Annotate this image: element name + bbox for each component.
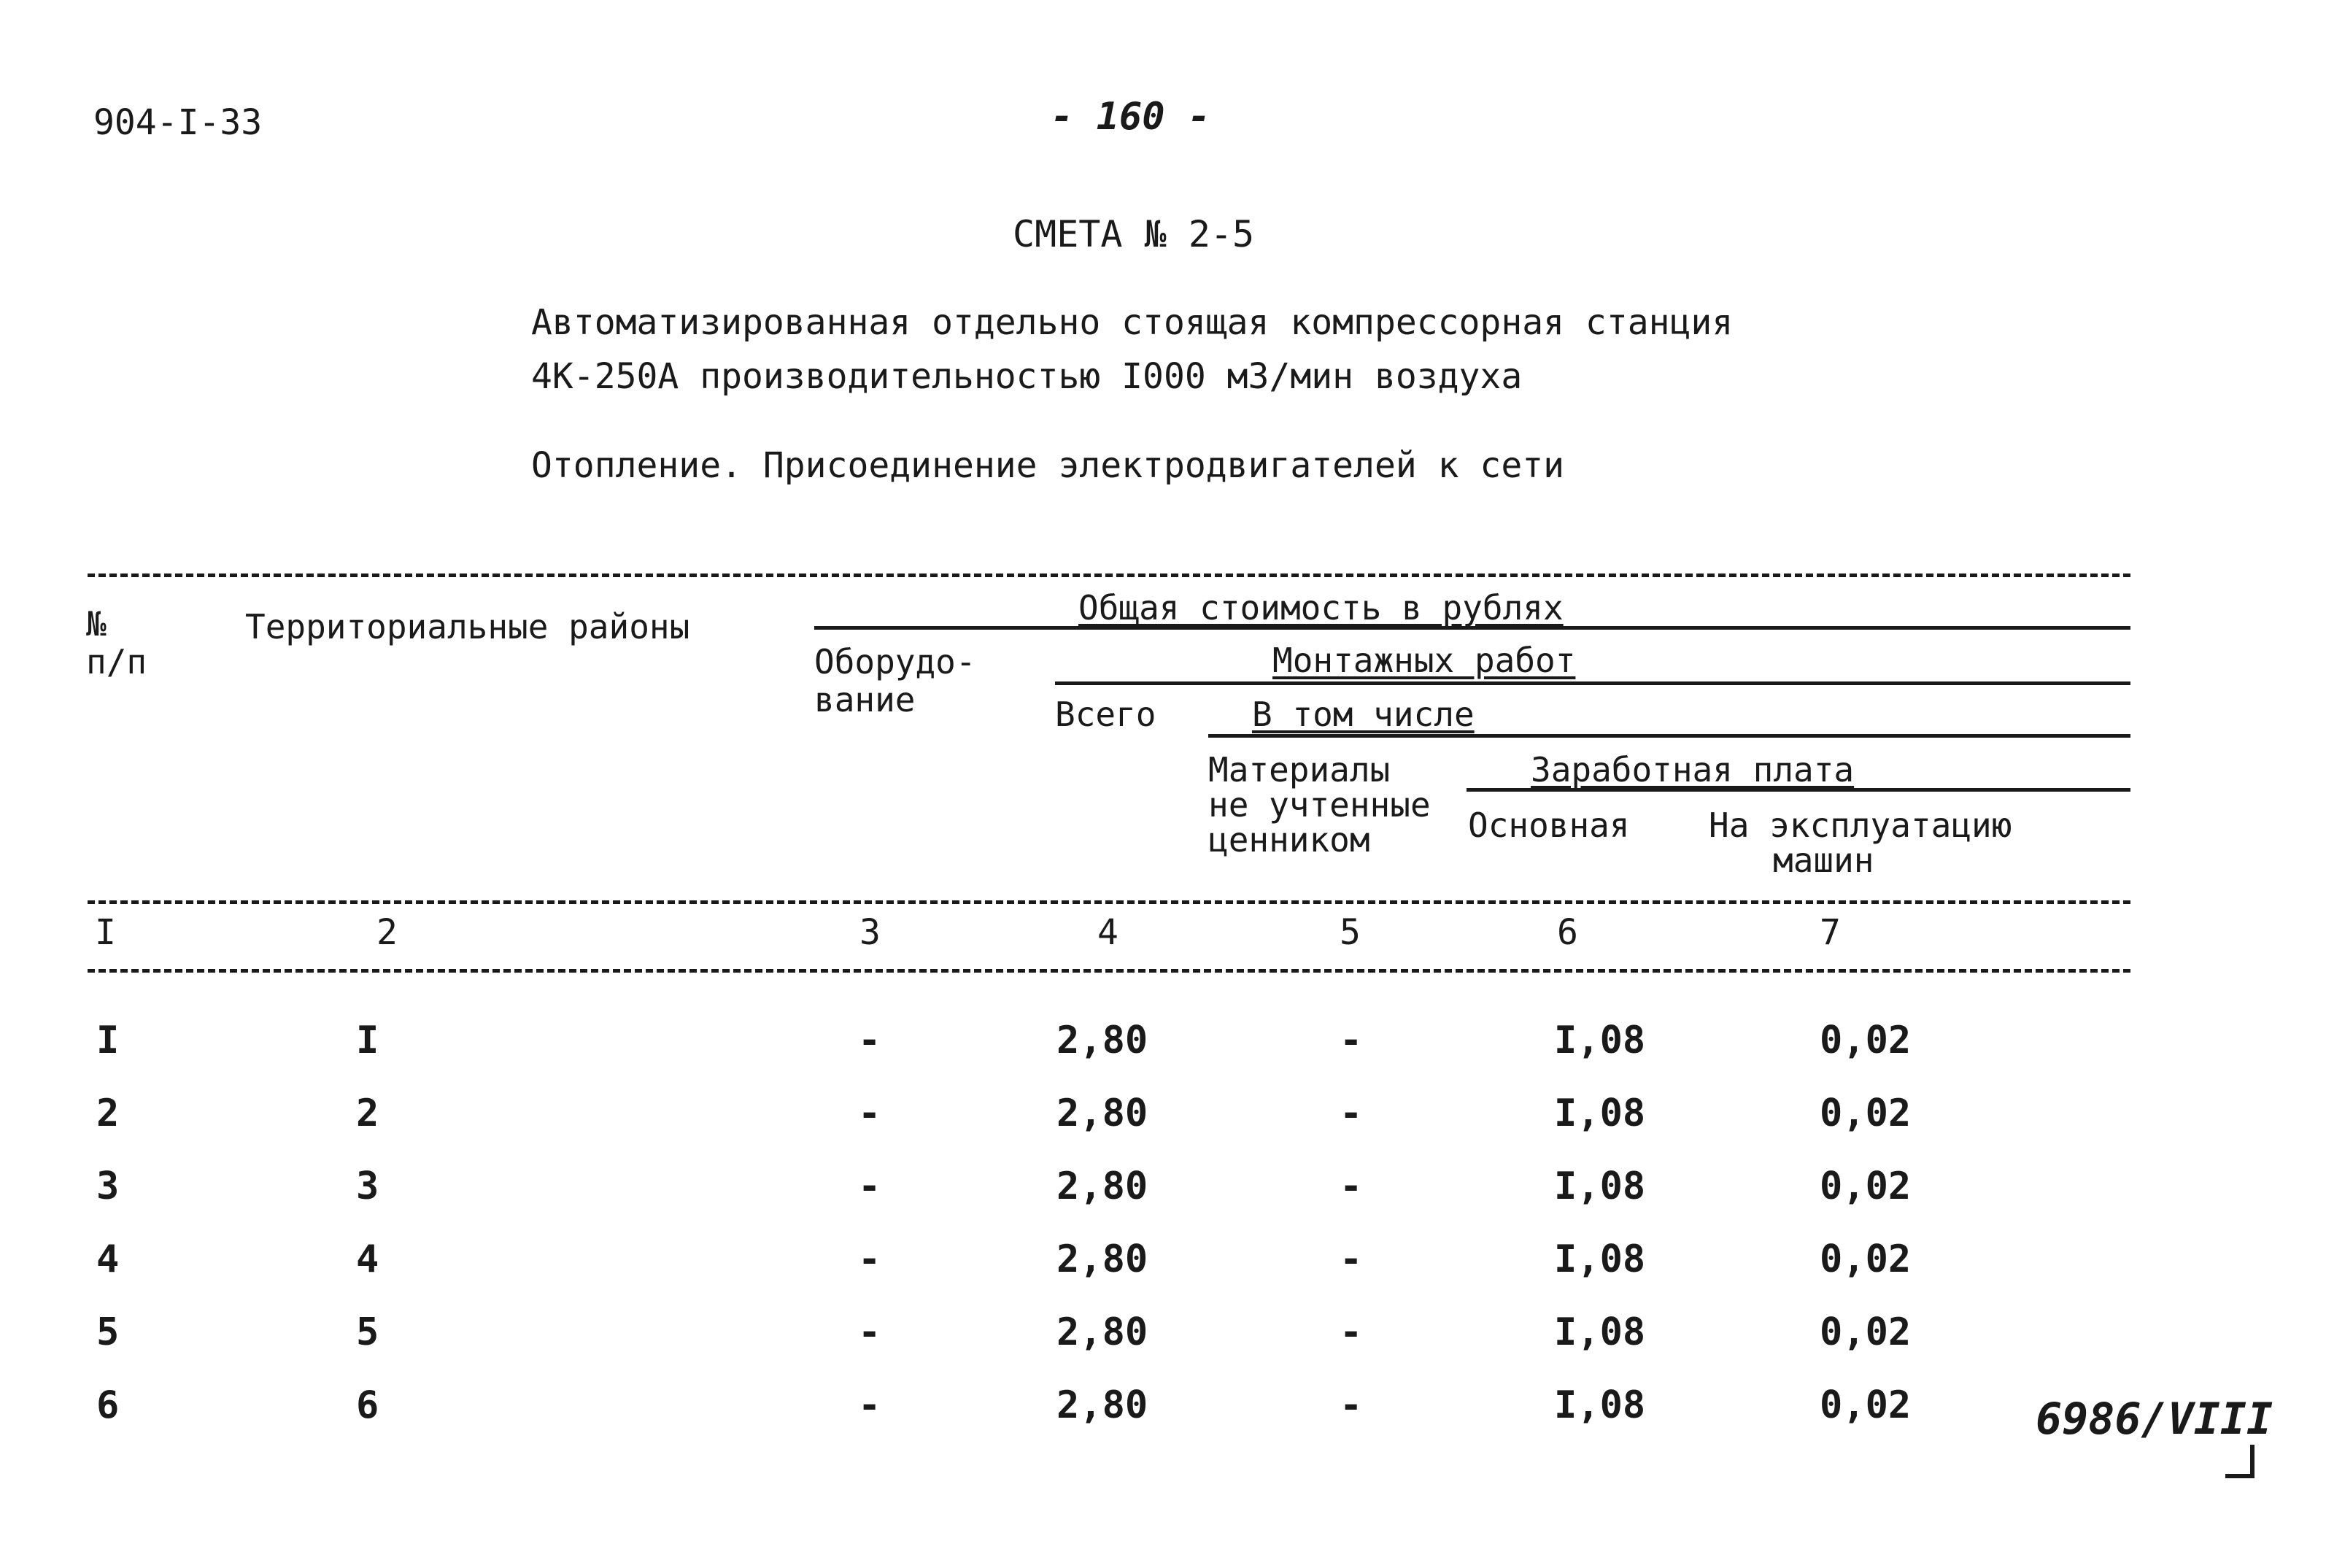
cell-machines: 0,02 (1820, 1092, 1912, 1135)
header-materials-3: ценником (1208, 820, 1370, 860)
header-vsego: Всего (1055, 695, 1156, 734)
cell-region: 4 (356, 1237, 379, 1281)
cell-materials: - (1340, 1092, 1363, 1135)
header-salary: Заработная плата (1531, 750, 1855, 789)
cell-machines: 0,02 (1820, 1237, 1912, 1281)
cell-machines: 0,02 (1820, 1383, 1912, 1427)
header-total-cost: Общая стоимость в рублях (1078, 588, 1564, 627)
header-num-1: № (86, 604, 107, 644)
document-code: 904-I-33 (93, 102, 263, 143)
cell-equipment: - (858, 1165, 881, 1208)
cell-basic-salary: I,08 (1554, 1310, 1646, 1354)
cell-region: I (356, 1019, 379, 1062)
title-line-1: Автоматизированная отдельно стоящая компрессорная станция (531, 302, 1734, 343)
cell-materials: - (1340, 1383, 1363, 1427)
cell-row-number: I (96, 1019, 120, 1062)
cell-basic-salary: I,08 (1554, 1092, 1646, 1135)
cell-materials: - (1340, 1310, 1363, 1354)
cell-total: 2,80 (1056, 1383, 1148, 1427)
cell-total: 2,80 (1056, 1092, 1148, 1135)
column-number-rule (88, 969, 2130, 973)
cell-materials: - (1340, 1165, 1363, 1208)
header-including: В том числе (1252, 695, 1475, 734)
cell-basic-salary: I,08 (1554, 1019, 1646, 1062)
cell-equipment: - (858, 1092, 881, 1135)
cell-total: 2,80 (1056, 1165, 1148, 1208)
header-bottom-rule (88, 900, 2130, 904)
header-machines-2: машин (1773, 841, 1874, 880)
cell-row-number: 6 (96, 1383, 120, 1427)
section-subtitle: Отопление. Присоединение электродвигателей к сети (531, 445, 1565, 486)
inventory-mark: 6986/VIII (2036, 1394, 2273, 1445)
cell-equipment: - (858, 1237, 881, 1281)
cell-equipment: - (858, 1383, 881, 1427)
cell-basic-salary: I,08 (1554, 1383, 1646, 1427)
cell-equipment: - (858, 1019, 881, 1062)
cell-equipment: - (858, 1310, 881, 1354)
column-number: 4 (1097, 912, 1118, 953)
column-number: 6 (1557, 912, 1578, 953)
header-basic: Основная (1468, 806, 1630, 845)
cell-region: 3 (356, 1165, 379, 1208)
header-equipment-2: вание (814, 680, 916, 719)
cell-basic-salary: I,08 (1554, 1237, 1646, 1281)
cell-row-number: 4 (96, 1237, 120, 1281)
header-num-2: п/п (86, 642, 147, 681)
cell-machines: 0,02 (1820, 1310, 1912, 1354)
cell-materials: - (1340, 1019, 1363, 1062)
estimate-number: СМЕТА № 2-5 (1013, 213, 1255, 255)
cell-row-number: 5 (96, 1310, 120, 1354)
header-machines-1: На эксплуатацию (1709, 806, 2012, 845)
table-top-rule (88, 573, 2130, 577)
header-equipment-1: Оборудо- (814, 642, 976, 681)
rule-under-installation (1055, 681, 2130, 685)
cell-region: 2 (356, 1092, 379, 1135)
column-number: 3 (859, 912, 881, 953)
cell-total: 2,80 (1056, 1310, 1148, 1354)
cell-region: 6 (356, 1383, 379, 1427)
cell-row-number: 3 (96, 1165, 120, 1208)
cell-row-number: 2 (96, 1092, 120, 1135)
header-installation: Монтажных работ (1272, 641, 1576, 680)
corner-mark (2225, 1445, 2254, 1478)
rule-under-including (1208, 734, 2130, 738)
cell-machines: 0,02 (1820, 1165, 1912, 1208)
cell-total: 2,80 (1056, 1019, 1148, 1062)
header-materials-1: Материалы (1208, 750, 1391, 789)
cell-region: 5 (356, 1310, 379, 1354)
header-region: Территориальные районы (245, 607, 690, 646)
column-number: I (95, 912, 116, 953)
column-number: 2 (376, 912, 398, 953)
cell-machines: 0,02 (1820, 1019, 1912, 1062)
column-number: 5 (1340, 912, 1361, 953)
page-number: - 160 - (1051, 95, 1211, 139)
title-line-2: 4К-250А производительностью I000 м3/мин воздуха (531, 356, 1523, 397)
column-number: 7 (1820, 912, 1841, 953)
header-materials-2: не учтенные (1208, 785, 1431, 824)
cell-total: 2,80 (1056, 1237, 1148, 1281)
cell-basic-salary: I,08 (1554, 1165, 1646, 1208)
cell-materials: - (1340, 1237, 1363, 1281)
